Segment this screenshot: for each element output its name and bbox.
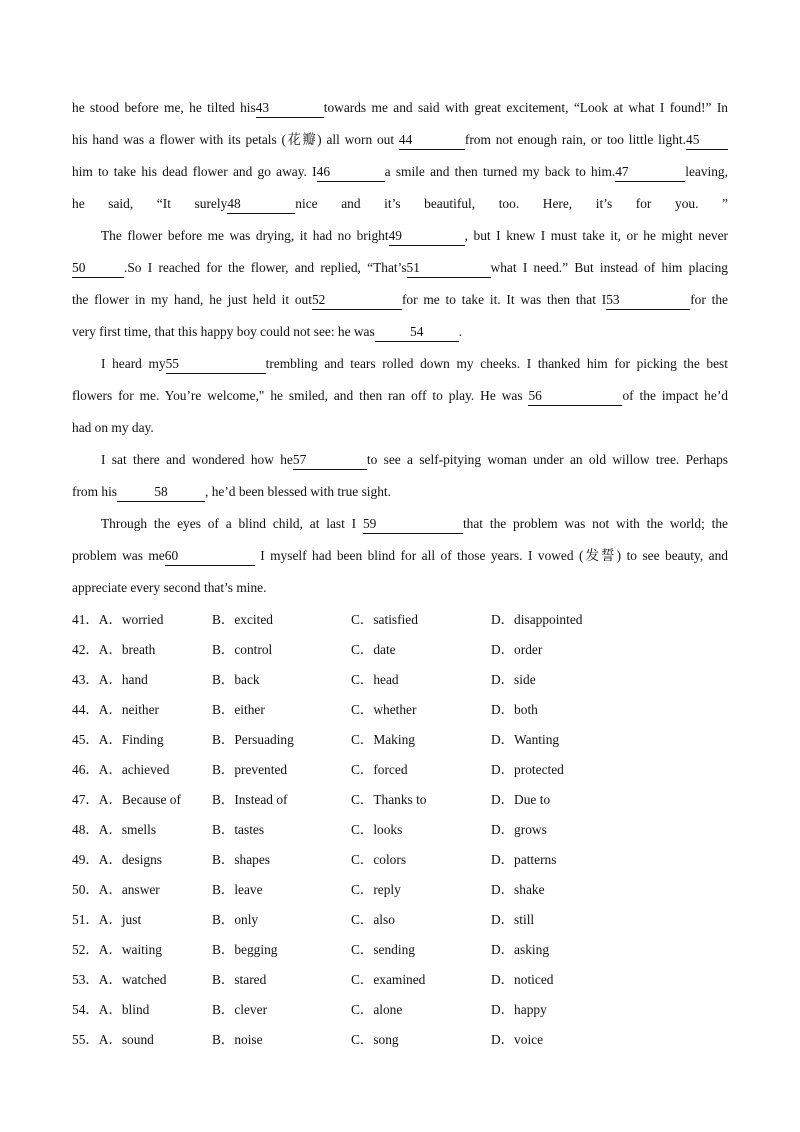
option-b: B．shapes (212, 852, 271, 867)
option-b: B．excited (212, 612, 273, 627)
blank-53: 53 (606, 291, 690, 310)
question-row (72, 845, 728, 875)
question-number: 44． (72, 702, 99, 717)
passage-text: the flower in my hand, he just held it out (72, 292, 312, 307)
option-b: B．stared (212, 972, 267, 987)
answer-options (72, 605, 728, 1055)
passage-text: towards me and said with great excitement, “Look at what I found!” In (323, 100, 728, 115)
option-d: D．protected (491, 762, 564, 777)
question-row (72, 815, 728, 845)
blank-54: 54 (375, 323, 459, 342)
blank-44: 44 (399, 131, 465, 150)
blank-43: 43 (256, 99, 324, 118)
option-b: B．leave (212, 882, 263, 897)
option-c: C．song (351, 1032, 399, 1047)
option-a: A．smells (98, 822, 157, 837)
passage-text: for the (690, 292, 728, 307)
option-d: D．asking (491, 942, 550, 957)
passage-text: .So I reached for the flower, and replied, “That’s (124, 260, 407, 275)
question-number-and-option-a (72, 635, 155, 665)
option-d: D．both (491, 702, 538, 717)
option-d: D．Due to (491, 792, 551, 807)
passage-line (72, 156, 728, 188)
option-b: B．tastes (212, 822, 265, 837)
option-a: A．breath (98, 642, 156, 657)
question-row (72, 965, 728, 995)
question-number-and-option-a (72, 905, 141, 935)
option-d: D．happy (491, 1002, 547, 1017)
option-a: A．Because of (98, 792, 181, 807)
question-number: 49． (72, 852, 99, 867)
blank-46: 46 (317, 163, 385, 182)
option-b: B．noise (212, 1032, 263, 1047)
option-b: B．only (212, 912, 259, 927)
question-row (72, 755, 728, 785)
question-number: 41． (72, 612, 99, 627)
question-number: 52． (72, 942, 99, 957)
option-b: B．control (212, 642, 273, 657)
option-b: B．Persuading (212, 732, 294, 747)
blank-57: 57 (293, 451, 367, 470)
blank-51: 51 (407, 259, 491, 278)
passage-text: leaving, (685, 164, 728, 179)
option-b: B．back (212, 672, 260, 687)
passage-text: a smile and then turned my back to him. (384, 164, 616, 179)
passage-text: The flower before me was drying, it had no bright (101, 228, 389, 243)
passage-line (72, 476, 728, 508)
option-a: A．designs (98, 852, 163, 867)
option-c: C．head (351, 672, 399, 687)
passage-text: nice and it’s beautiful, too. Here, it’s for you. ” (295, 196, 729, 211)
passage-text: his hand was a flower with its petals (花瓣) all worn out (72, 132, 399, 147)
passage-line (72, 540, 728, 572)
question-row (72, 935, 728, 965)
passage-line (72, 252, 728, 284)
question-row (72, 725, 728, 755)
option-a: A．answer (98, 882, 160, 897)
passage-line (72, 348, 728, 380)
passage-line (72, 412, 728, 444)
blank-52: 52 (312, 291, 402, 310)
question-number: 50． (72, 882, 99, 897)
question-number: 51． (72, 912, 99, 927)
question-number: 46． (72, 762, 99, 777)
passage-text: problem was me (72, 548, 165, 563)
question-row (72, 875, 728, 905)
cloze-passage (72, 92, 728, 604)
blank-48: 48 (227, 195, 295, 214)
option-d: D．patterns (491, 852, 557, 867)
option-d: D．order (491, 642, 543, 657)
option-a: A．just (98, 912, 142, 927)
question-number-and-option-a (72, 785, 181, 815)
question-number: 42． (72, 642, 99, 657)
passage-line (72, 124, 728, 156)
option-c: C．looks (351, 822, 403, 837)
passage-text: from not enough rain, or too little light. (464, 132, 686, 147)
question-number: 47． (72, 792, 99, 807)
option-a: A．blind (98, 1002, 150, 1017)
option-b: B．prevented (212, 762, 288, 777)
question-row (72, 905, 728, 935)
option-a: A．Finding (98, 732, 164, 747)
passage-text: to see a self-pitying woman under an old willow tree. Perhaps (366, 452, 728, 467)
option-a: A．hand (98, 672, 148, 687)
question-number-and-option-a (72, 995, 149, 1025)
passage-text: Through the eyes of a blind child, at last I (101, 516, 363, 531)
passage-text: what I need.” But instead of him placing (490, 260, 728, 275)
passage-text: appreciate every second that’s mine. (72, 580, 267, 595)
blank-60: 60 (165, 547, 255, 566)
option-c: C．examined (351, 972, 426, 987)
passage-text: I myself had been blind for all of those years. I vowed (发誓) to see beauty, and (254, 548, 728, 563)
question-number: 48． (72, 822, 99, 837)
passage-text: had on my day. (72, 420, 154, 435)
option-d: D．still (491, 912, 535, 927)
option-d: D．Wanting (491, 732, 560, 747)
question-number-and-option-a (72, 605, 164, 635)
option-d: D．disappointed (491, 612, 583, 627)
option-c: C．whether (351, 702, 417, 717)
passage-text: that the problem was not with the world; the (462, 516, 729, 531)
question-row (72, 995, 728, 1025)
option-d: D．grows (491, 822, 547, 837)
question-row (72, 785, 728, 815)
option-b: B．begging (212, 942, 278, 957)
passage-line (72, 572, 728, 604)
blank-49: 49 (389, 227, 465, 246)
question-number-and-option-a (72, 875, 160, 905)
passage-line (72, 188, 728, 220)
question-number-and-option-a (72, 935, 162, 965)
passage-text: flowers for me. You’re welcome," he smiled, and then ran off to play. He was (72, 388, 529, 403)
option-c: C．also (351, 912, 395, 927)
blank-45: 45 (686, 131, 728, 150)
option-c: C．Thanks to (351, 792, 427, 807)
question-number-and-option-a (72, 965, 166, 995)
question-number-and-option-a (72, 815, 156, 845)
passage-line (72, 92, 728, 124)
question-row (72, 605, 728, 635)
question-number: 45． (72, 732, 99, 747)
passage-line (72, 508, 728, 540)
option-a: A．waiting (98, 942, 163, 957)
question-number-and-option-a (72, 665, 148, 695)
passage-text: of the impact he’d (622, 388, 728, 403)
option-b: B．Instead of (212, 792, 288, 807)
option-c: C．satisfied (351, 612, 418, 627)
option-a: A．worried (98, 612, 164, 627)
option-a: A．neither (98, 702, 160, 717)
option-a: A．watched (98, 972, 167, 987)
question-row (72, 665, 728, 695)
passage-text: . (458, 324, 463, 339)
blank-55: 55 (166, 355, 266, 374)
option-c: C．forced (351, 762, 408, 777)
passage-text: , he’d been blessed with true sight. (205, 484, 391, 499)
option-d: D．side (491, 672, 536, 687)
option-c: C．alone (351, 1002, 403, 1017)
option-b: B．either (212, 702, 265, 717)
passage-text: from his (72, 484, 118, 499)
passage-text: he stood before me, he tilted his (72, 100, 256, 115)
passage-line (72, 444, 728, 476)
passage-text: for me to take it. It was then that I (401, 292, 607, 307)
blank-58: 58 (117, 483, 205, 502)
passage-line (72, 220, 728, 252)
document-page (72, 92, 728, 1055)
option-c: C．sending (351, 942, 415, 957)
question-number: 55． (72, 1032, 99, 1047)
passage-text: trembling and tears rolled down my cheeks. I thanked him for picking the best (265, 356, 728, 371)
blank-47: 47 (615, 163, 685, 182)
question-row (72, 1025, 728, 1055)
question-number-and-option-a (72, 695, 159, 725)
passage-text: I heard my (101, 356, 166, 371)
question-number-and-option-a (72, 1025, 154, 1055)
option-d: D．shake (491, 882, 545, 897)
option-b: B．clever (212, 1002, 268, 1017)
passage-line (72, 284, 728, 316)
passage-text: very first time, that this happy boy could not see: he was (72, 324, 375, 339)
question-row (72, 695, 728, 725)
passage-text: he said, “It surely (72, 196, 228, 211)
question-number-and-option-a (72, 845, 162, 875)
blank-59: 59 (363, 515, 463, 534)
blank-56: 56 (528, 387, 622, 406)
passage-line (72, 316, 728, 348)
question-number-and-option-a (72, 755, 169, 785)
option-d: D．noticed (491, 972, 554, 987)
blank-50: 50 (72, 259, 124, 278)
passage-text: him to take his dead flower and go away. I (72, 164, 317, 179)
option-a: A．achieved (98, 762, 170, 777)
question-number: 54． (72, 1002, 99, 1017)
option-a: A．sound (98, 1032, 154, 1047)
option-c: C．reply (351, 882, 401, 897)
question-number: 53． (72, 972, 99, 987)
question-number-and-option-a (72, 725, 164, 755)
passage-text: I sat there and wondered how he (101, 452, 293, 467)
option-c: C．colors (351, 852, 407, 867)
passage-text: , but I knew I must take it, or he might never (464, 228, 729, 243)
question-number: 43． (72, 672, 99, 687)
option-c: C．date (351, 642, 396, 657)
option-c: C．Making (351, 732, 415, 747)
question-row (72, 635, 728, 665)
option-d: D．voice (491, 1032, 544, 1047)
passage-line (72, 380, 728, 412)
